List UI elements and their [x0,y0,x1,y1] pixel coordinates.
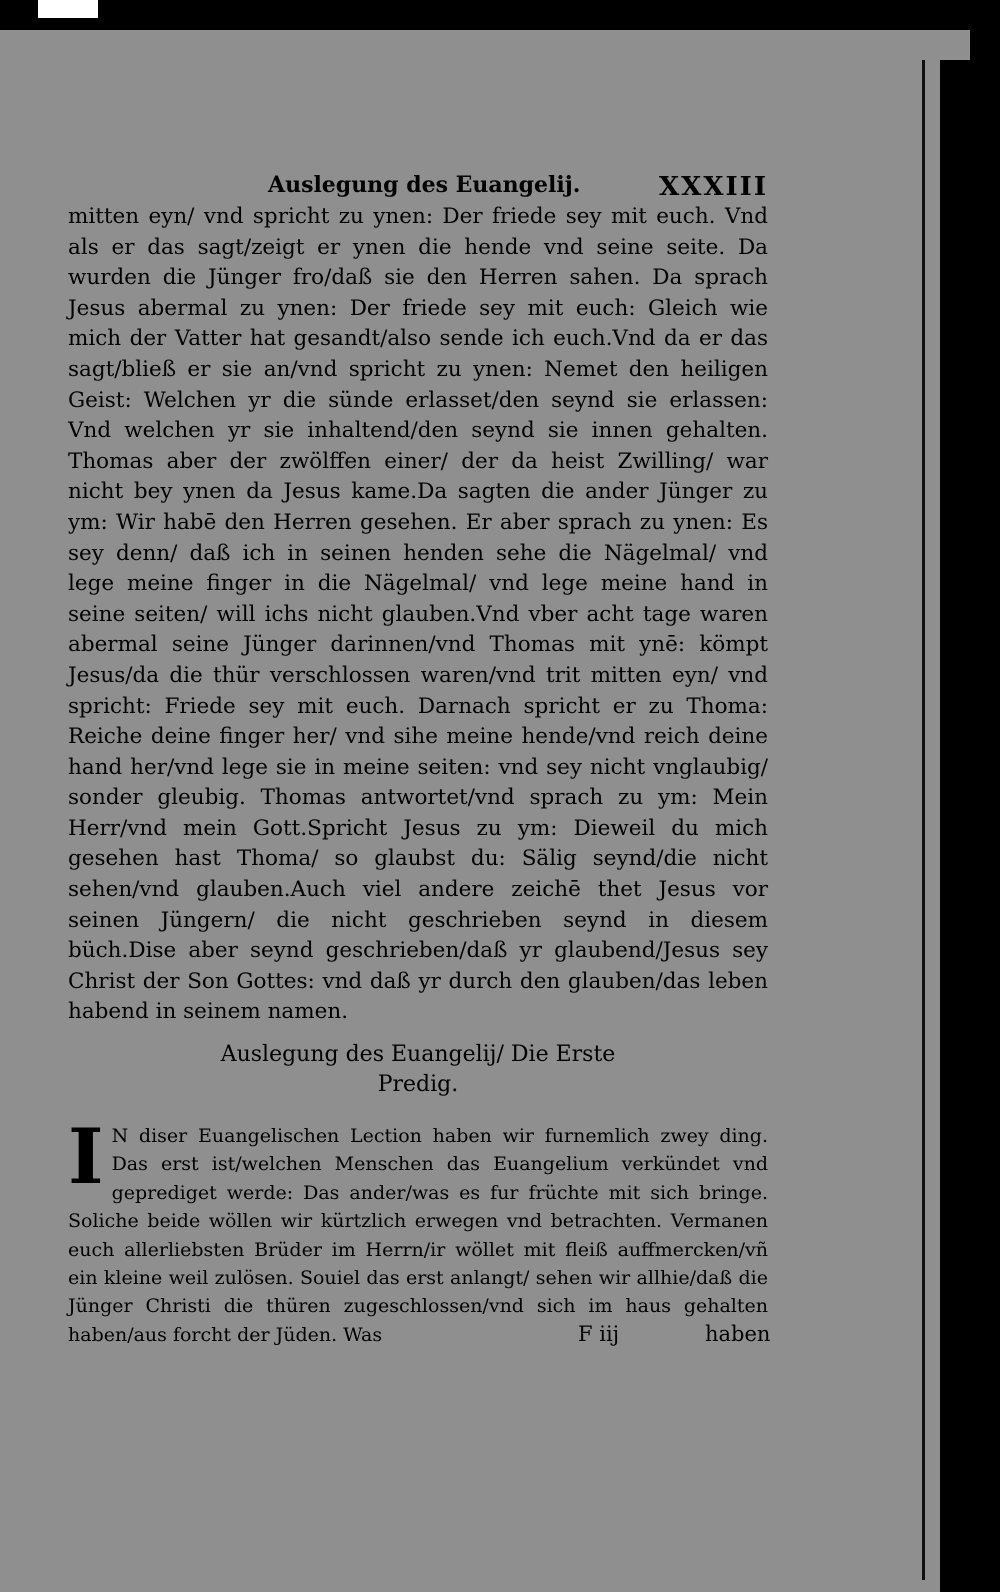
book-edge-shadow [940,60,1000,1592]
page-header [68,172,768,202]
page-edge-line [922,60,925,1580]
sermon-text [68,1112,771,1349]
catchword: haben [705,1322,771,1346]
sermon-paragraph: N diser Euangelischen Lection haben wir furnemlich zwey ding. Das erst ist/welchen Menschen das Euangelium verkündet vnd geprediget werde: Das ander/was es fur früchte mit sich bringe. Soliche beide wöllen wir kürtzlich erwegen vnd betrachten. Vermanen euch allerliebsten Brüder im Herrn/ir wöllet mit fleiß auffmercken/vñ ein kleine weil zulösen. Souiel das erst anlangt/ sehen wir allhie/daß die Jünger Christi die thüren zugeschlossen/vnd sich im haus gehalten haben/aus forcht der Jüden. Was [68,1125,768,1346]
drop-initial: I [68,1112,104,1201]
section-heading [68,1040,768,1100]
running-title: Auslegung des Euangelij. [268,172,581,198]
folio-number: XXXIII [658,172,768,202]
signature-mark: F iij [578,1322,620,1346]
section-heading-line2: Predig. [377,1072,459,1097]
gospel-text: mitten eyn/ vnd spricht zu ynen: Der friede sey mit euch. Vnd als er das sagt/zeigt er ynen die hende vnd seine seite. Da wurden die Jünger fro/daß sie den Herren sahen. Da sprach Jesus abermal zu ynen: Der friede sey mit euch: Gleich wie mich der Vatter hat gesandt/also sende ich euch.Vnd da er das sagt/bließ er sie an/vnd spricht zu ynen: Nemet den heiligen Geist: Welchen yr die sünde erlasset/den seynd sie erlassen: Vnd welchen yr sie inhaltend/den seynd sie innen gehalten. Thomas aber der zwölffen einer/ der da heist Zwilling/ war nicht bey ynen da Jesus kame.Da sagten die ander Jünger zu ym: Wir habē den Herren gesehen. Er aber sprach zu ynen: Es sey denn/ daß ich in seinen henden sehe die Nägelmal/ vnd lege meine finger in die Nägelmal/ vnd lege meine hand in seine seiten/ will ichs nicht glauben.Vnd vber acht tage waren abermal seine Jünger darinnen/vnd Thomas mit ynē: kömpt Jesus/da die thür verschlossen waren/vnd trit mitten eyn/ vnd spricht: Friede sey mit euch. Darnach spricht er zu Thoma: Reiche deine finger her/ vnd sihe meine hende/vnd reich deine hand her/vnd lege sie in meine seiten: vnd sey nicht vnglaubig/ sonder gleubig. Thomas antwortet/vnd sprach zu ym: Mein Herr/vnd mein Gott.Spricht Jesus zu ym: Dieweil du mich gesehen hast Thoma/ so glaubst du: Sälig seynd/die nicht sehen/vnd glauben.Auch viel andere zeichē thet Jesus vor seinen Jüngern/ die nicht geschrieben seynd in diesem büch.Dise aber seynd geschrieben/daß yr glaubend/Jesus sey Christ der Son Gottes: vnd daß yr durch den glauben/das leben habend in seinem namen. [68,204,768,1025]
scan-corner-white [38,0,98,18]
section-heading-line1: Auslegung des Euangelij/ Die Erste [220,1042,616,1067]
